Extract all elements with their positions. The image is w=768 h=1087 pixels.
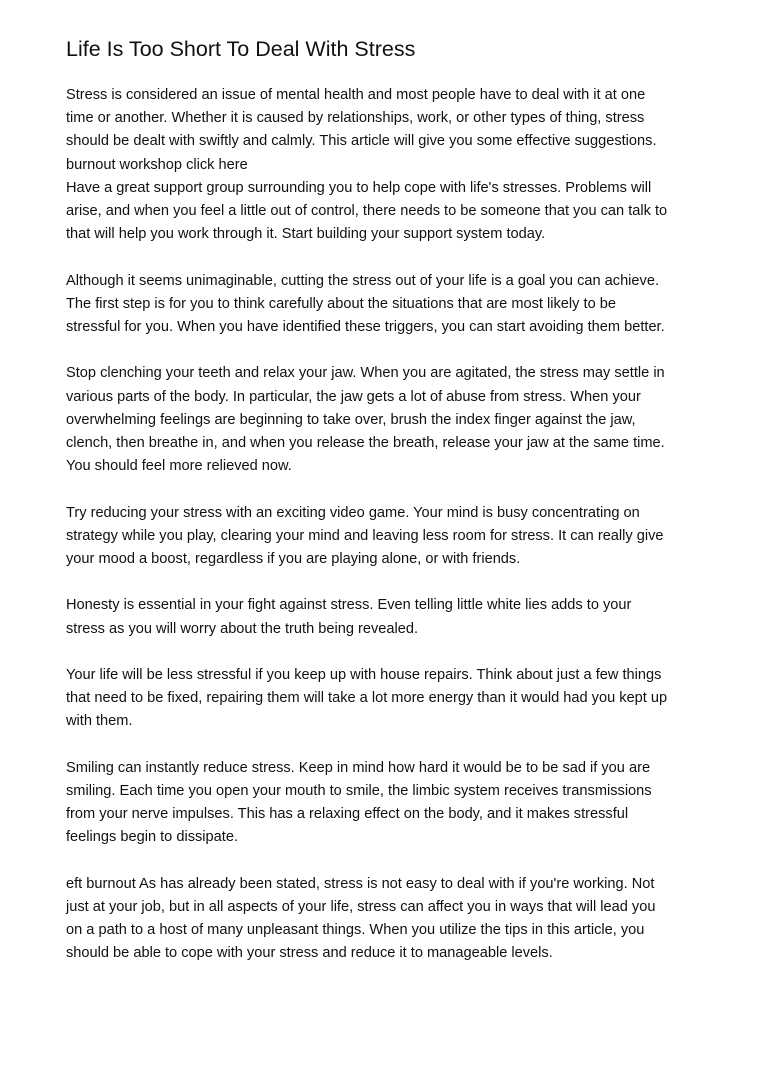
paragraph xyxy=(66,270,708,340)
text-line: various parts of the body. In particular, the jaw gets a lot of abuse from stress. When your xyxy=(66,388,641,405)
text-line: You should feel more relieved now. xyxy=(66,458,292,475)
text-line: Honesty is essential in your fight against stress. Even telling little white lies adds to your xyxy=(66,597,632,614)
paragraph xyxy=(66,594,708,640)
text-line: overwhelming feelings are beginning to take over, brush the index finger against the jaw, xyxy=(66,411,636,428)
paragraph xyxy=(66,362,708,478)
paragraph xyxy=(66,757,708,850)
text-line: that need to be fixed, repairing them will take a lot more energy than it would had you kept up xyxy=(66,690,668,707)
paragraph xyxy=(66,664,708,734)
text-line: Your life will be less stressful if you keep up with house repairs. Think about just a few things xyxy=(66,667,662,683)
paragraph xyxy=(66,84,708,246)
text-line: Smiling can instantly reduce stress. Keep in mind how hard it would be to be sad if you are xyxy=(66,759,651,776)
text-line: on a path to a host of many unpleasant things. When you utilize the tips in this article, you xyxy=(66,922,645,939)
text-line: with them. xyxy=(66,713,133,730)
text-line: arise, and when you feel a little out of control, there needs to be someone that you can talk to xyxy=(66,203,668,220)
text-line: stress as you will worry about the truth being revealed. xyxy=(66,620,419,637)
text-line: Try reducing your stress with an exciting video game. Your mind is busy concentrating on xyxy=(66,504,640,521)
text-line: strategy while you play, clearing your mind and leaving less room for stress. It can really give xyxy=(66,527,664,544)
article-body xyxy=(66,84,708,966)
paragraph xyxy=(66,873,708,966)
text-line: Although it seems unimaginable, cutting the stress out of your life is a goal you can achieve. xyxy=(66,272,660,289)
text-line: eft burnout As has already been stated, stress is not easy to deal with if you're working. Not xyxy=(66,875,655,892)
text-line: Stop clenching your teeth and relax your jaw. When you are agitated, the stress may settle in xyxy=(66,365,665,382)
text-line: Have a great support group surrounding you to help cope with life's stresses. Problems will xyxy=(66,179,652,196)
text-line: just at your job, but in all aspects of your life, stress can affect you in ways that will lead you xyxy=(66,899,656,915)
text-line: burnout workshop click here xyxy=(66,156,248,173)
text-line: should be able to cope with your stress and reduce it to manageable levels. xyxy=(66,945,553,962)
text-line: from your nerve impulses. This has a relaxing effect on the body, and it makes stressful xyxy=(66,806,629,823)
text-line: time or another. Whether it is caused by relationships, work, or other types of thing, stress xyxy=(66,110,645,127)
text-line: clench, then breathe in, and when you release the breath, release your jaw at the same time. xyxy=(66,435,665,452)
text-line: smiling. Each time you open your mouth to smile, the limbic system receives transmissions xyxy=(66,783,652,799)
text-line: Stress is considered an issue of mental health and most people have to deal with it at one xyxy=(66,87,646,103)
text-line: your mood a boost, regardless if you are playing alone, or with friends. xyxy=(66,551,521,568)
text-line: The first step is for you to think carefully about the situations that are most likely to be xyxy=(66,295,616,312)
paragraph xyxy=(66,502,708,572)
text-line: stressful for you. When you have identified these triggers, you can start avoiding them better. xyxy=(66,319,665,336)
page-title: Life Is Too Short To Deal With Stress xyxy=(66,37,416,61)
text-line: that will help you work through it. Start building your support system today. xyxy=(66,226,546,243)
text-line: feelings begin to dissipate. xyxy=(66,829,238,846)
text-line: should be dealt with swiftly and calmly. This article will give you some effective suggestions. xyxy=(66,133,657,150)
